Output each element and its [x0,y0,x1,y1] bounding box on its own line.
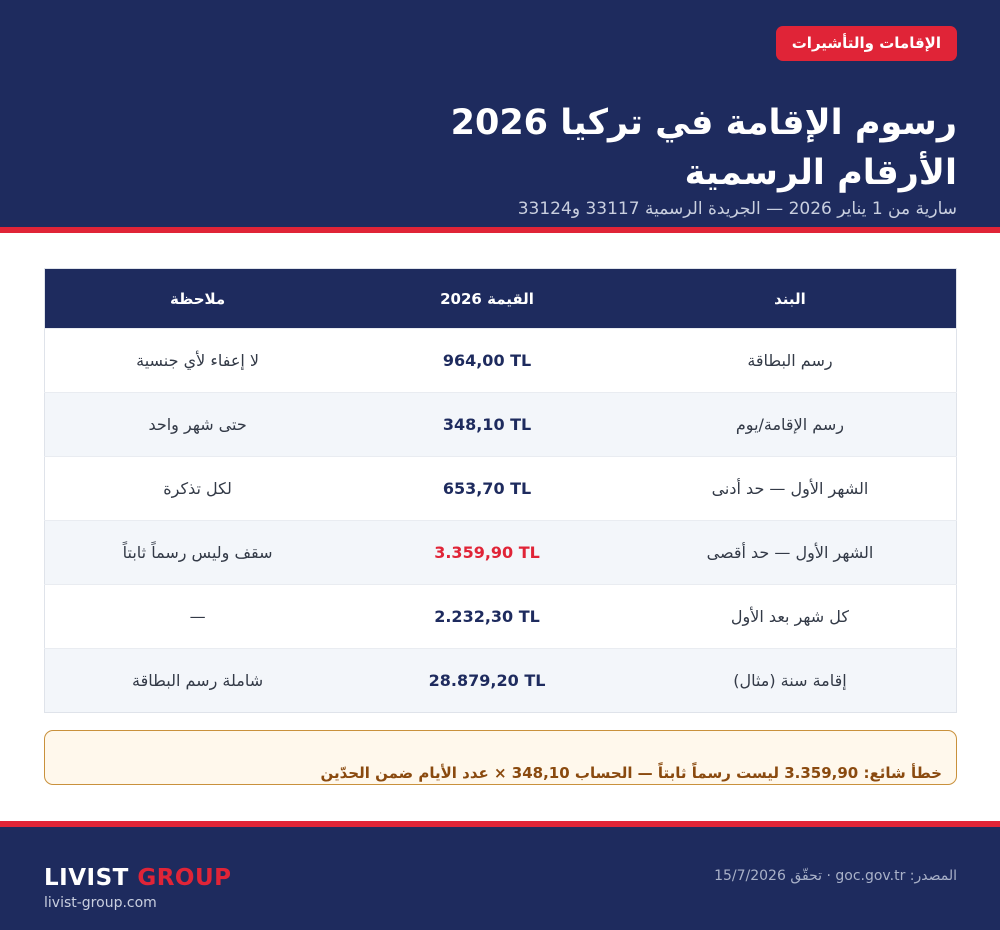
cell-value [350,649,624,713]
website-link[interactable]: livist-group.com [44,895,157,911]
header-divider [0,227,1000,233]
cell-note: — [45,585,351,649]
page-subtitle: سارية من 1 يناير 2026 — الجريدة الرسمية 33117 و33124 [517,199,957,219]
header-banner [0,0,1000,227]
fee-amount: 28.879,20 TL [428,671,546,690]
column-header-value: القيمة 2026 [350,269,624,329]
table-row [45,393,957,457]
cell-item: رسم الإقامة/يوم [624,393,957,457]
fee-amount: 964,00 TL [442,351,532,370]
cell-item: إقامة سنة (مثال) [624,649,957,713]
cell-value [350,457,624,521]
column-header-item: البند [624,269,957,329]
cell-value [350,585,624,649]
cell-note: لا إعفاء لأي جنسية [45,329,351,393]
cell-value [350,393,624,457]
table-header-row [45,269,957,329]
fee-amount: 348,10 TL [442,415,532,434]
table-row [45,521,957,585]
brand-logo[interactable] [44,865,232,891]
cell-item: الشهر الأول — حد أقصى [624,521,957,585]
cell-item: الشهر الأول — حد أدنى [624,457,957,521]
cell-item: كل شهر بعد الأول [624,585,957,649]
cell-note: حتى شهر واحد [45,393,351,457]
cell-value [350,329,624,393]
warning-note [44,730,957,785]
table-row [45,329,957,393]
column-header-note: ملاحظة [45,269,351,329]
fee-amount-highlighted: 3.359,90 TL [434,543,540,562]
brand-name-part2: GROUP [137,865,232,891]
warning-text: خطأ شائع: 3.359,90 ليست رسماً ثابتاً — الحساب 348,10 × عدد الأيام ضمن الحدّين [320,764,942,782]
source-note: المصدر: goc.gov.tr · تحقّق 15/7/2026 [714,868,957,884]
cell-note: شاملة رسم البطاقة [45,649,351,713]
fee-amount: 2.232,30 TL [434,607,540,626]
category-badge[interactable]: الإقامات والتأشيرات [776,26,957,61]
table-row [45,585,957,649]
page-title [157,98,957,198]
table-row [45,457,957,521]
title-line-1: رسوم الإقامة في تركيا 2026 [450,103,957,143]
fees-table [44,268,957,713]
table-row [45,649,957,713]
fee-amount: 653,70 TL [442,479,532,498]
brand-name-part1: LIVIST [44,865,129,891]
cell-value [350,521,624,585]
footer [0,827,1000,930]
title-line-2: الأرقام الرسمية [684,153,957,193]
cell-note: لكل تذكرة [45,457,351,521]
cell-item: رسم البطاقة [624,329,957,393]
cell-note: سقف وليس رسماً ثابتاً [45,521,351,585]
